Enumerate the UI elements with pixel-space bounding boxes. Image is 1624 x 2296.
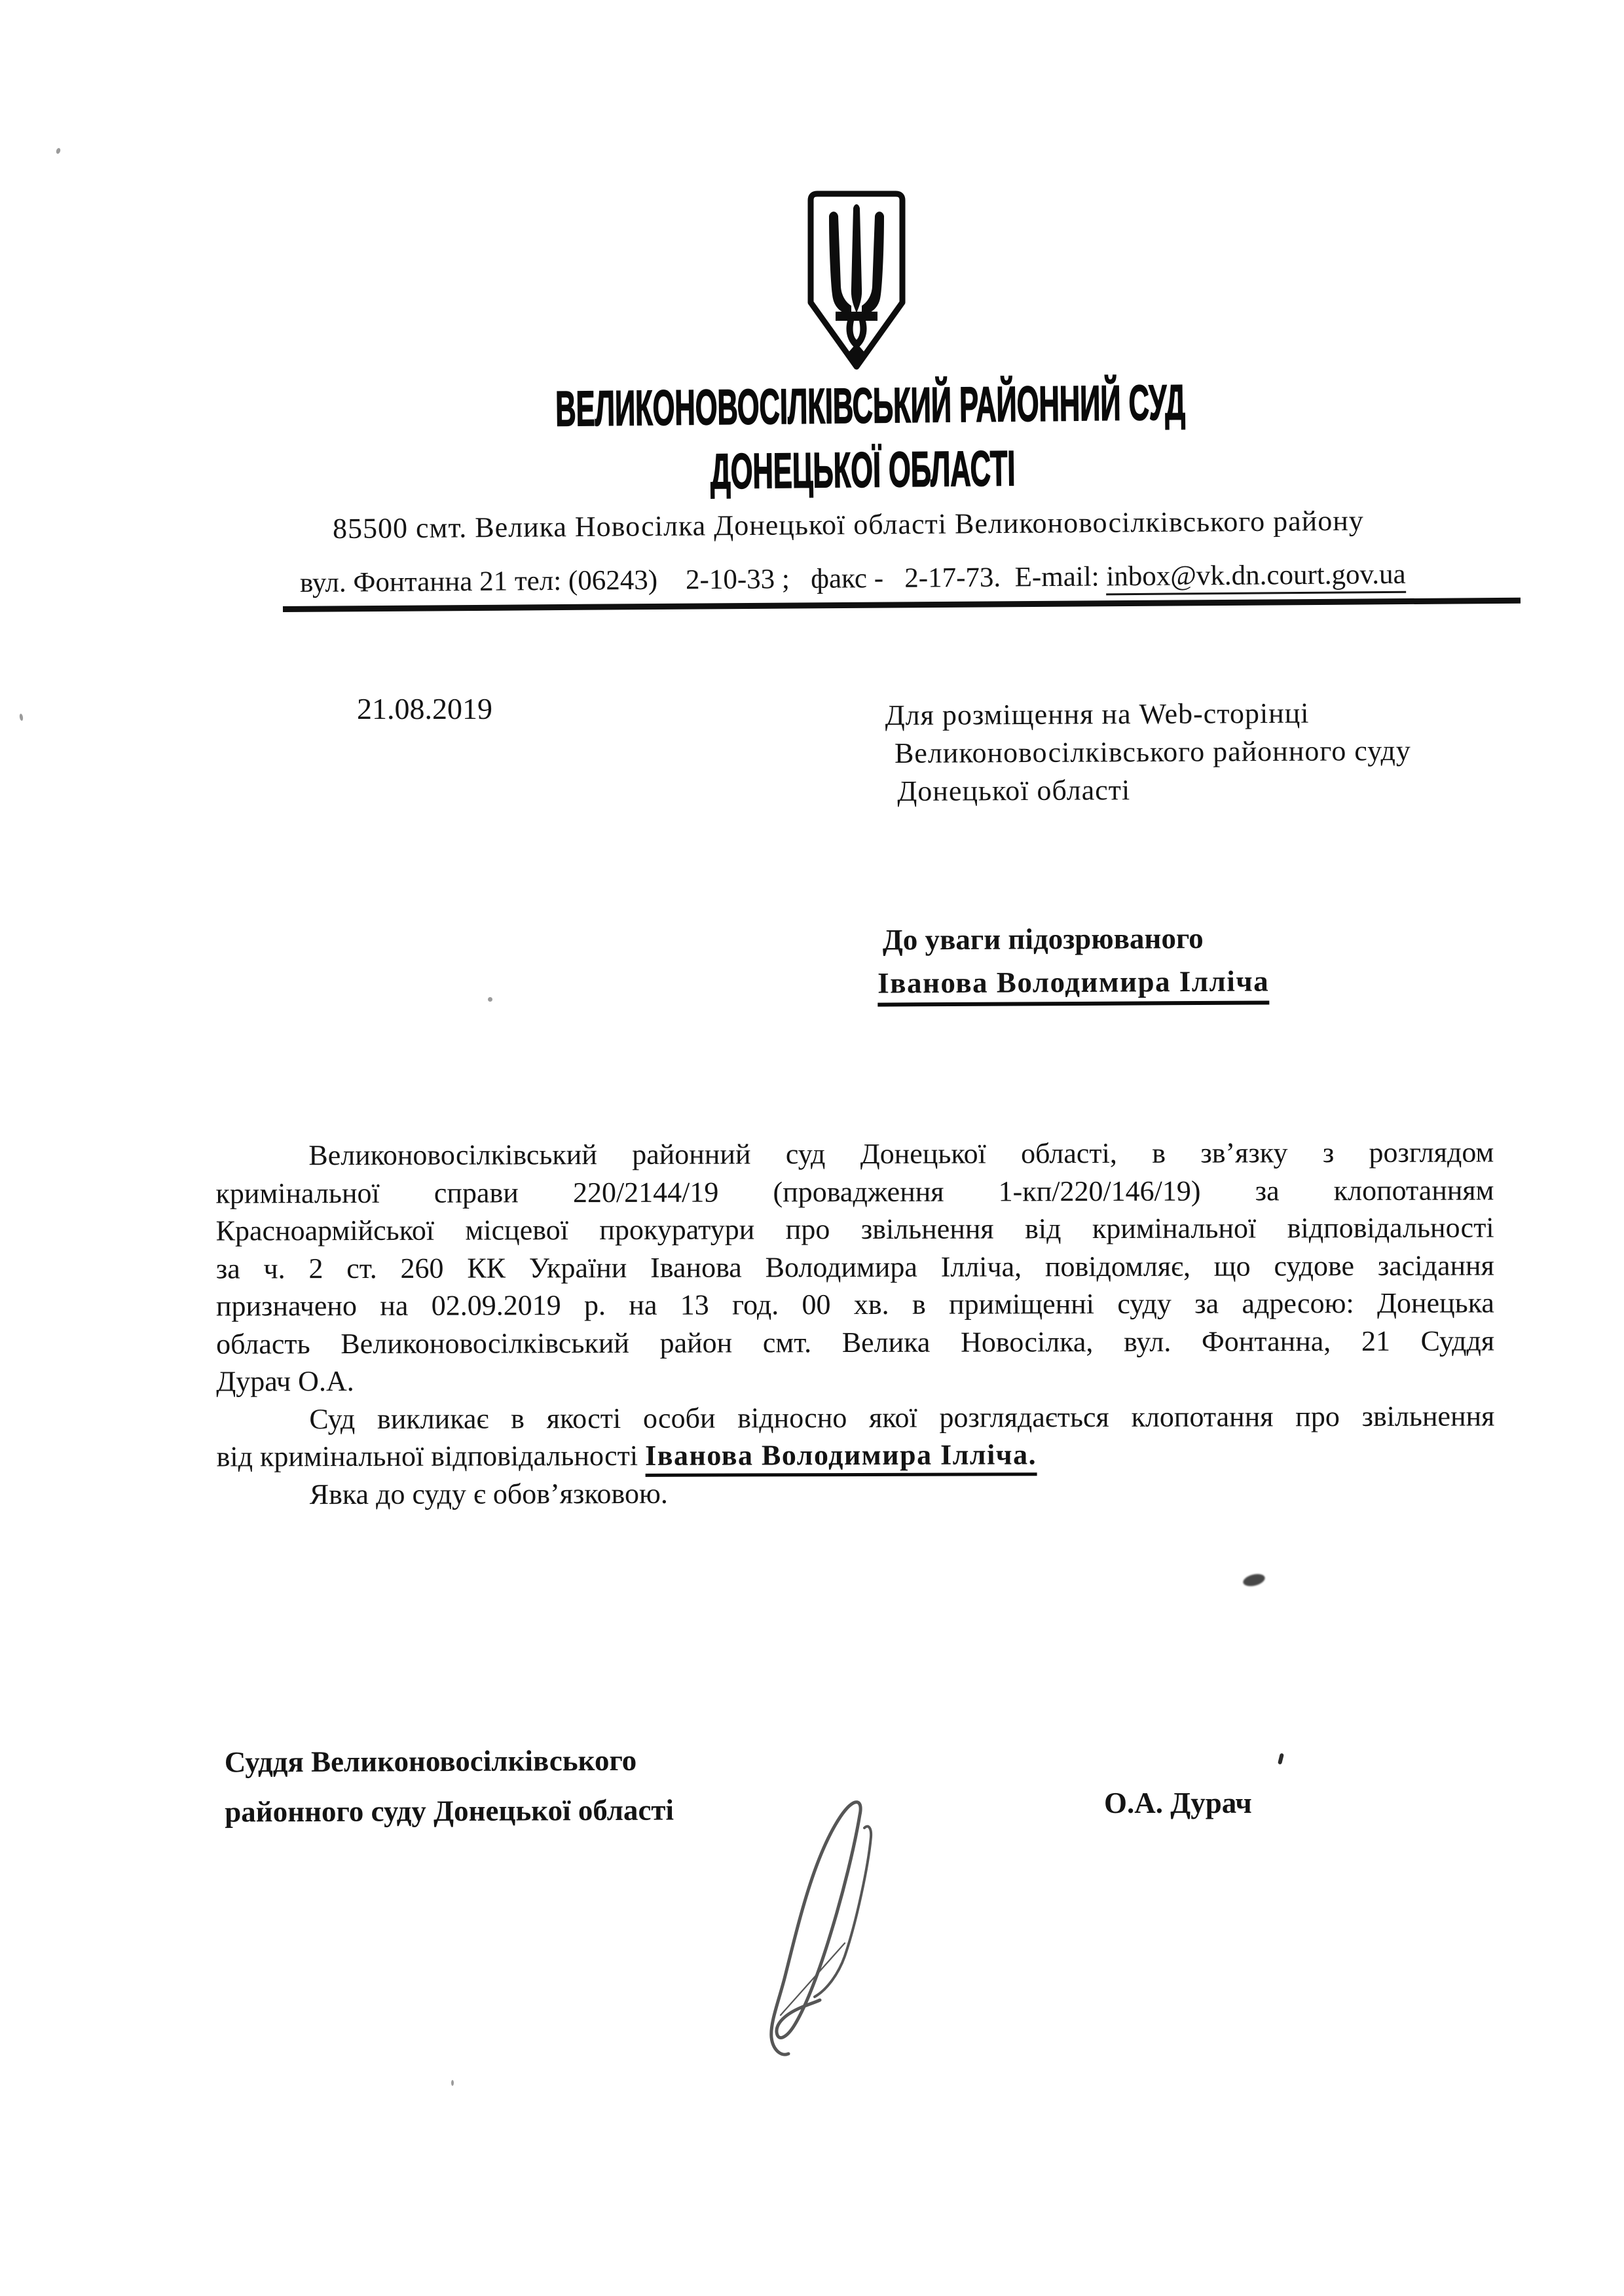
signer-title-line: районного суду Донецької області [225, 1793, 674, 1829]
body-line: кримінальної справи 220/2144/19 (провадження 1-кп/220/146/19) за клопотанням [215, 1173, 1494, 1210]
handwritten-signature [747, 1794, 917, 2069]
body-line: Суд викликає в якості особи відносно якої розглядається клопотання про звільнення [309, 1399, 1495, 1435]
addressee-block [877, 920, 1270, 1000]
court-contact-line [300, 558, 1406, 599]
attention-line: До уваги підозрюваного [882, 921, 1204, 957]
court-address-line: 85500 смт. Велика Новосілка Донецької області Великоновосілківського району [332, 504, 1364, 545]
letter-body [215, 1133, 1494, 1513]
letterhead-divider-rule [283, 598, 1521, 612]
court-name-line1-text: ВЕЛИКОНОВОСІЛКІВСЬКИЙ РАЙОННИЙ СУД [555, 375, 1186, 437]
publication-note-line: Великоновосілківського районного суду [894, 734, 1411, 770]
signer-name: О.А. Дурач [1104, 1787, 1252, 1819]
addressee-name: Іванова Володимира Ілліча [877, 964, 1269, 1006]
body-line: за ч. 2 ст. 260 КК України Іванова Володимира Ілліча, повідомляє, що судове засідання [215, 1248, 1494, 1285]
addressee-name-row [877, 964, 1269, 1000]
publication-note-line: Донецької області [897, 774, 1131, 808]
court-name-line2 [0, 434, 1624, 498]
body-line: Красноармійської місцевої прокуратури про звільнення від кримінальної відповідальності [215, 1211, 1494, 1247]
publication-note [885, 694, 1412, 811]
body-line: область Великоновосілківський район смт. Велика Новосілка, вул. Фонтанна, 21 Суддя [216, 1324, 1495, 1360]
signer-title [225, 1736, 674, 1837]
contact-email: inbox@vk.dn.court.gov.ua [1106, 559, 1406, 596]
body-line: Явка до суду є обов’язковою. [309, 1477, 668, 1510]
ukraine-trident-emblem [807, 190, 906, 372]
ink-smudge-artifact [1242, 1572, 1266, 1588]
body-line: призначено на 02.09.2019 р. на 13 год. 00 хв. в приміщенні суду за адресою: Донецька [215, 1286, 1494, 1322]
court-name-line1 [0, 370, 1624, 437]
body-line-plain: від кримінальної відповідальності [216, 1439, 646, 1473]
contact-phone-fax: вул. Фонтанна 21 тел: (06243) 2-10-33 ; факс - 2-17-73. E-mail: [299, 561, 1107, 598]
court-name-line2-text: ДОНЕЦЬКОЇ ОБЛАСТІ [710, 441, 1016, 500]
body-line: Дурач О.А. [216, 1365, 354, 1398]
suspect-name-emphasis: Іванова Володимира Ілліча. [645, 1438, 1037, 1477]
scan-speck [451, 2080, 454, 2086]
body-line: Великоновосілківський районний суд Донецької області, в зв’язку з розглядом [308, 1136, 1494, 1172]
publication-note-line: Для розміщення на Web-сторінці [885, 697, 1310, 732]
scan-speck [56, 147, 62, 155]
document-date: 21.08.2019 [357, 692, 492, 725]
scan-speck [19, 714, 24, 721]
body-line [216, 1434, 1494, 1476]
pen-tick-artifact [1278, 1753, 1284, 1765]
scan-speck [488, 997, 492, 1002]
signer-title-line: Суддя Великоновосілківського [224, 1743, 637, 1779]
